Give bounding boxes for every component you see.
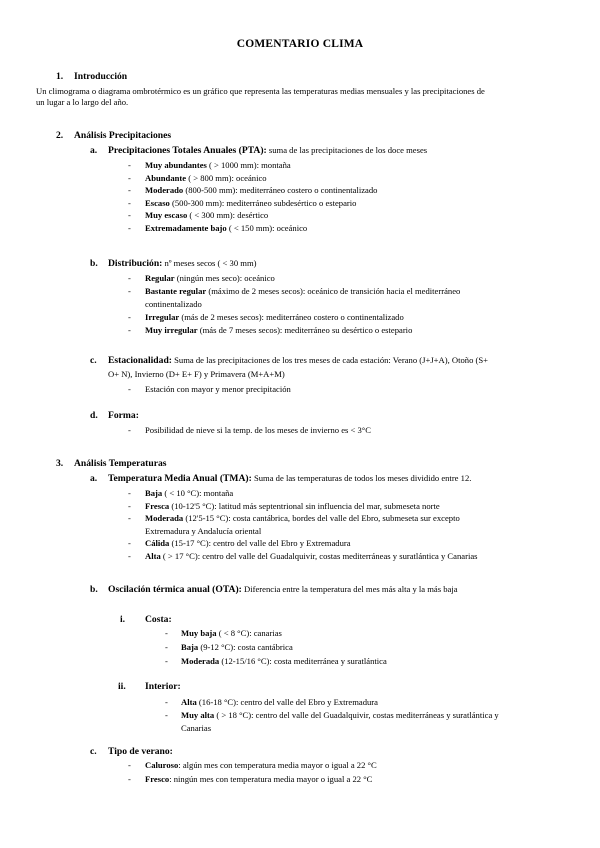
list-item-term: Baja	[181, 642, 199, 652]
ota-label: Oscilación térmica anual (OTA):	[108, 584, 242, 595]
interior-label: Interior:	[145, 681, 181, 692]
list-item-text: Posibilidad de nieve si la temp. de los meses de invierno es < 3°C	[145, 425, 371, 435]
list-item-text: Extremadura y Andalucía oriental	[145, 525, 262, 536]
section-3-number: 3.	[56, 458, 64, 469]
bullet-dash: -	[128, 312, 131, 322]
list-item-text: (más de 2 meses secos): mediterráneo costero o continentalizado	[179, 312, 404, 322]
list-item-term: Muy escaso	[145, 210, 188, 220]
subsection-3c-letter: c.	[90, 746, 97, 757]
list-item-term: Muy baja	[181, 628, 217, 638]
bullet-dash: -	[165, 697, 168, 707]
list-item	[145, 173, 267, 184]
ota-definition: Diferencia entre la temperatura del mes más alta y la más baja	[241, 584, 458, 594]
list-item	[145, 488, 233, 499]
list-item-text: ( < 10 °C): montaña	[162, 488, 234, 498]
seasonality-definition: Suma de las precipitaciones de los tres meses de cada estación: Verano (J+J+A), Otoño (S+	[171, 355, 489, 365]
bullet-dash: -	[128, 488, 131, 498]
list-item	[145, 198, 356, 209]
subsection-2d-letter: d.	[90, 410, 98, 421]
subsection-3a-letter: a.	[90, 473, 98, 484]
list-item	[145, 538, 351, 549]
list-item-term: Moderada	[145, 513, 184, 523]
tma-label: Temperatura Media Anual (TMA):	[108, 473, 252, 484]
pta-label: Precipitaciones Totales Anuales (PTA):	[108, 145, 267, 156]
list-item-term: Muy abundantes	[145, 160, 207, 170]
list-item-text: (máximo de 2 meses secos): oceánico de transición hacia el mediterráneo	[206, 286, 461, 296]
form-label: Forma:	[108, 410, 139, 421]
list-item	[181, 628, 282, 639]
list-item	[145, 774, 372, 785]
seasonality-definition-line-2: O+ N), Invierno (D+ E+ F) y Primavera (M+A+M)	[108, 369, 285, 379]
bullet-dash: -	[128, 773, 131, 784]
list-item-text: ( < 8 °C): canarias	[216, 628, 282, 638]
distribution-definition: nº meses secos ( < 30 mm)	[162, 258, 257, 268]
subsection-2c-title	[108, 355, 488, 366]
subsection-2a-title	[108, 145, 427, 156]
bullet-dash: -	[128, 273, 131, 283]
list-item-text: ( > 800 mm): oceánico	[186, 172, 267, 183]
list-item-text: : ningún mes con temperatura media mayor o igual a 22 °C	[169, 773, 373, 784]
list-item	[181, 697, 378, 708]
list-item-term: Muy alta	[181, 710, 215, 720]
bullet-dash: -	[128, 425, 131, 435]
document-title: COMENTARIO CLIMA	[236, 38, 364, 50]
section-3-heading: Análisis Temperaturas	[74, 458, 167, 469]
list-item-term: Cálida	[145, 538, 170, 548]
list-item-text: (500-300 mm): mediterráneo subdesértico o estepario	[169, 197, 357, 208]
list-item-text: continentalizado	[145, 299, 202, 309]
list-item-text: (12-15/16 °C): costa mediterránea y suratlántica	[219, 656, 387, 666]
list-item	[145, 325, 412, 336]
coast-number: i.	[120, 614, 126, 625]
section-1-number: 1.	[56, 71, 64, 82]
list-item-term: Alta	[181, 697, 197, 707]
bullet-dash: -	[165, 710, 168, 720]
interior-number: ii.	[118, 681, 126, 692]
list-item-term: Alta	[145, 550, 161, 561]
list-item-term: Moderada	[181, 656, 220, 666]
subsection-2c-letter: c.	[90, 355, 97, 366]
list-item	[145, 513, 460, 524]
list-item-term: Escaso	[145, 197, 170, 208]
subsection-3b-title	[108, 584, 458, 595]
list-item-text: (más de 7 meses secos): mediterráneo su desértico o estepario	[197, 325, 413, 335]
list-item-term: Fresca	[145, 500, 170, 511]
list-item-text: (12'5-15 °C): costa cantábrica, bordes del valle del Ebro, submeseta sur excepto	[183, 513, 460, 523]
list-item	[145, 760, 377, 771]
pta-definition: suma de las precipitaciones de los doce meses	[266, 145, 428, 155]
coast-label: Costa:	[145, 614, 172, 625]
list-item	[181, 710, 499, 721]
bullet-dash: -	[128, 172, 131, 183]
list-item-text: (16-18 °C): centro del valle del Ebro y Extremadura	[196, 697, 378, 707]
list-item	[145, 526, 261, 537]
list-item-term: Caluroso	[145, 760, 179, 770]
list-item-text: (9-12 °C): costa cantábrica	[198, 642, 293, 652]
list-item-text: : algún mes con temperatura media mayor o igual a 22 °C	[178, 760, 377, 770]
list-item	[145, 185, 377, 196]
list-item	[145, 223, 307, 234]
list-item-term: Regular	[145, 273, 175, 283]
list-item	[145, 286, 460, 297]
subsection-2b-letter: b.	[90, 258, 98, 269]
subsection-3b-letter: b.	[90, 584, 98, 595]
bullet-dash: -	[128, 197, 131, 208]
list-item	[145, 312, 404, 323]
list-item-text: ( > 17 °C): centro del valle del Guadalquivir, costas mediterráneas y suratlántica y Canarias	[160, 550, 478, 561]
list-item-term: Muy irregular	[145, 325, 198, 335]
list-item	[145, 425, 371, 436]
list-item	[145, 160, 291, 171]
list-item-text: (15-17 °C): centro del valle del Ebro y Extremadura	[169, 538, 351, 548]
seasonality-label: Estacionalidad:	[108, 355, 172, 366]
list-item-text: Estación con mayor y menor precipitación	[145, 384, 291, 394]
list-item-text: ( > 1000 mm): montaña	[206, 160, 291, 170]
list-item-term: Extremadamente bajo	[145, 222, 227, 233]
tma-definition: Suma de las temperaturas de todos los meses dividido entre 12.	[251, 473, 472, 483]
section-1-heading: Introducción	[74, 71, 128, 82]
subsection-2a-letter: a.	[90, 145, 98, 156]
bullet-dash: -	[128, 185, 131, 195]
list-item-text: ( < 300 mm): desértico	[187, 210, 269, 220]
bullet-dash: -	[128, 513, 131, 523]
bullet-dash: -	[128, 384, 131, 394]
list-item-text: ( > 18 °C): centro del valle del Guadalquivir, costas mediterráneas y suratlántica y	[214, 710, 499, 720]
list-item-text: (10-12'5 °C): latitud más septentrional sin influencia del mar, submeseta norte	[169, 500, 440, 511]
intro-paragraph-line-1: Un climograma o diagrama ombrotérmico es un gráfico que representa las temperaturas medias mensuales y las precipitaciones de	[36, 86, 485, 96]
list-item	[145, 299, 202, 310]
list-item-text: ( < 150 mm): oceánico	[226, 222, 308, 233]
list-item-text: Canarias	[181, 723, 212, 733]
bullet-dash: -	[128, 222, 131, 233]
list-item	[181, 656, 387, 667]
bullet-dash: -	[165, 656, 168, 666]
list-item	[181, 723, 211, 734]
subsection-3a-title	[108, 473, 471, 484]
list-item-term: Fresco	[145, 773, 170, 784]
list-item-term: Bastante regular	[145, 286, 207, 296]
list-item	[145, 273, 275, 284]
bullet-dash: -	[128, 325, 131, 335]
bullet-dash: -	[128, 286, 131, 296]
list-item	[145, 551, 478, 562]
list-item	[145, 210, 268, 221]
section-2-heading: Análisis Precipitaciones	[74, 130, 172, 141]
bullet-dash: -	[165, 628, 168, 638]
subsection-2b-title	[108, 258, 257, 269]
bullet-dash: -	[128, 160, 131, 170]
list-item-term: Abundante	[145, 172, 187, 183]
list-item	[181, 642, 293, 653]
list-item	[145, 384, 291, 395]
bullet-dash: -	[128, 760, 131, 770]
distribution-label: Distribución:	[108, 258, 163, 269]
section-2-number: 2.	[56, 130, 64, 141]
intro-paragraph-line-2: un lugar a lo largo del año.	[36, 97, 129, 107]
bullet-dash: -	[128, 500, 131, 511]
bullet-dash: -	[128, 210, 131, 220]
bullet-dash: -	[128, 550, 131, 561]
bullet-dash: -	[165, 642, 168, 652]
list-item-term: Moderado	[145, 185, 184, 195]
list-item-term: Baja	[145, 488, 163, 498]
list-item-term: Irregular	[145, 312, 180, 322]
list-item-text: (800-500 mm): mediterráneo costero o continentalizado	[183, 185, 378, 195]
list-item-text: (ningún mes seco): oceánico	[174, 273, 275, 283]
list-item	[145, 501, 440, 512]
bullet-dash: -	[128, 538, 131, 548]
summer-type-label: Tipo de verano:	[108, 746, 173, 757]
